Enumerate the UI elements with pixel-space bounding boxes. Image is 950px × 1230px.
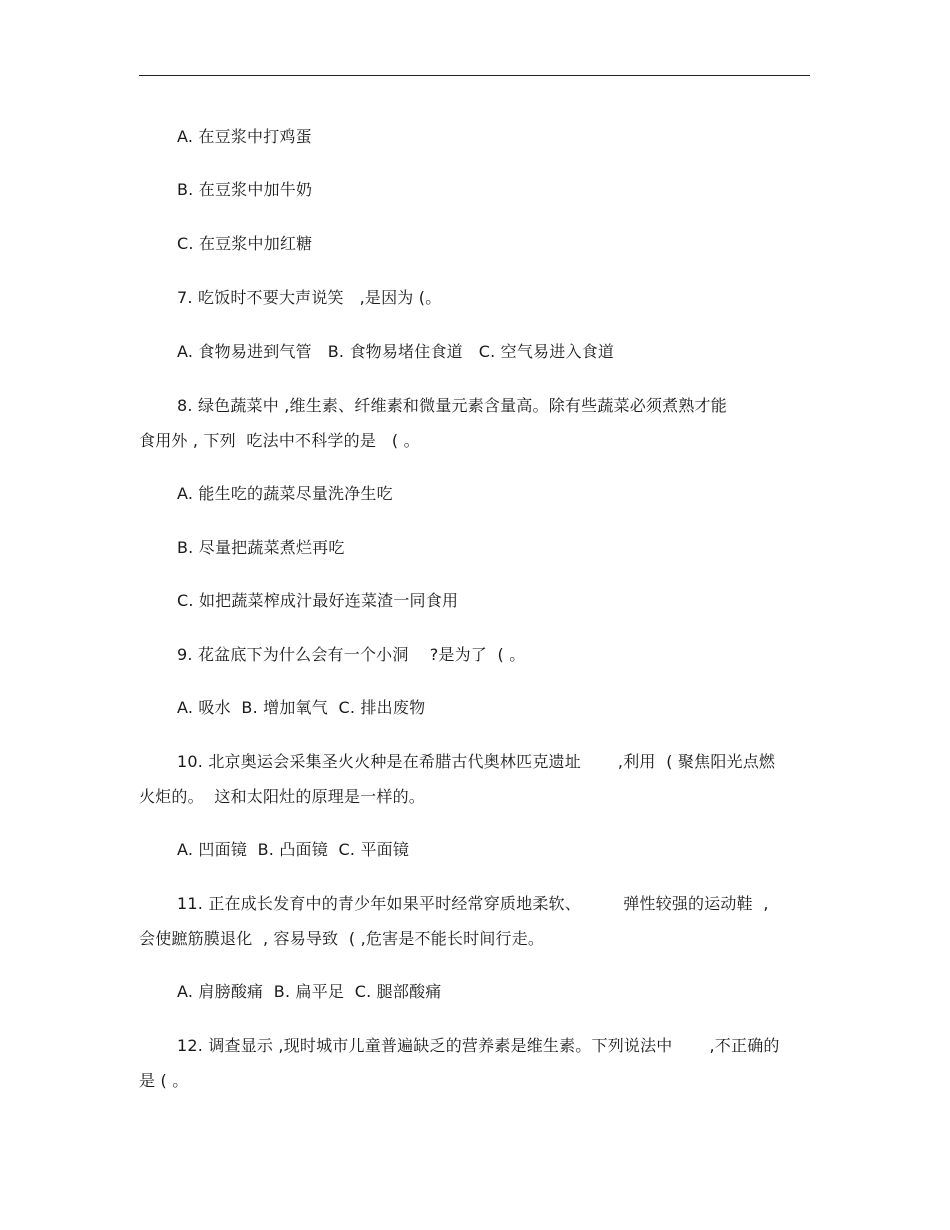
question-9: 9. 花盆底下为什么会有一个小洞 ?是为了 ( 。 — [177, 645, 526, 664]
question-10-line-2: 火炬的。 这和太阳灶的原理是一样的。 — [139, 787, 425, 806]
question-7-options: A. 食物易进到气管 B. 食物易堵住食道 C. 空气易进入食道 — [177, 342, 615, 361]
option-a-egg: A. 在豆浆中打鸡蛋 — [177, 127, 312, 146]
option-c-sugar: C. 在豆浆中加红糖 — [177, 234, 313, 253]
question-8-option-c: C. 如把蔬菜榨成汁最好连菜渣一同食用 — [177, 591, 459, 610]
question-9-options: A. 吸水 B. 增加氧气 C. 排出废物 — [177, 698, 426, 717]
question-8-line-1: 8. 绿色蔬菜中 ,维生素、纤维素和微量元素含量高。除有些蔬菜必须煮熟才能 — [177, 396, 727, 415]
question-11-options: A. 肩膀酸痛 B. 扁平足 C. 腿部酸痛 — [177, 982, 442, 1001]
question-12-line-2: 是 ( 。 — [139, 1071, 189, 1090]
question-8-line-2: 食用外 , 下列 吃法中不科学的是 ( 。 — [139, 431, 420, 450]
option-b-milk: B. 在豆浆中加牛奶 — [177, 180, 313, 199]
question-8-option-b: B. 尽量把蔬菜煮烂再吃 — [177, 538, 345, 557]
question-12-line-1: 12. 调查显示 ,现时城市儿童普遍缺乏的营养素是维生素。下列说法中 ,不正确的 — [177, 1036, 780, 1055]
header-rule — [139, 75, 810, 76]
question-7: 7. 吃饭时不要大声说笑 ,是因为 (。 — [177, 288, 442, 307]
question-8-option-a: A. 能生吃的蔬菜尽量洗净生吃 — [177, 484, 393, 503]
question-10-options: A. 凹面镜 B. 凸面镜 C. 平面镜 — [177, 840, 410, 859]
question-11-line-2: 会使蹠筋膜退化 , 容易导致 ( ,危害是不能长时间行走。 — [139, 929, 545, 948]
question-10-line-1: 10. 北京奥运会采集圣火火种是在希腊古代奥林匹克遗址 ,利用 ( 聚焦阳光点燃 — [177, 752, 776, 771]
question-11-line-1: 11. 正在成长发育中的青少年如果平时经常穿质地柔软、 弹性较强的运动鞋 , — [177, 894, 769, 913]
